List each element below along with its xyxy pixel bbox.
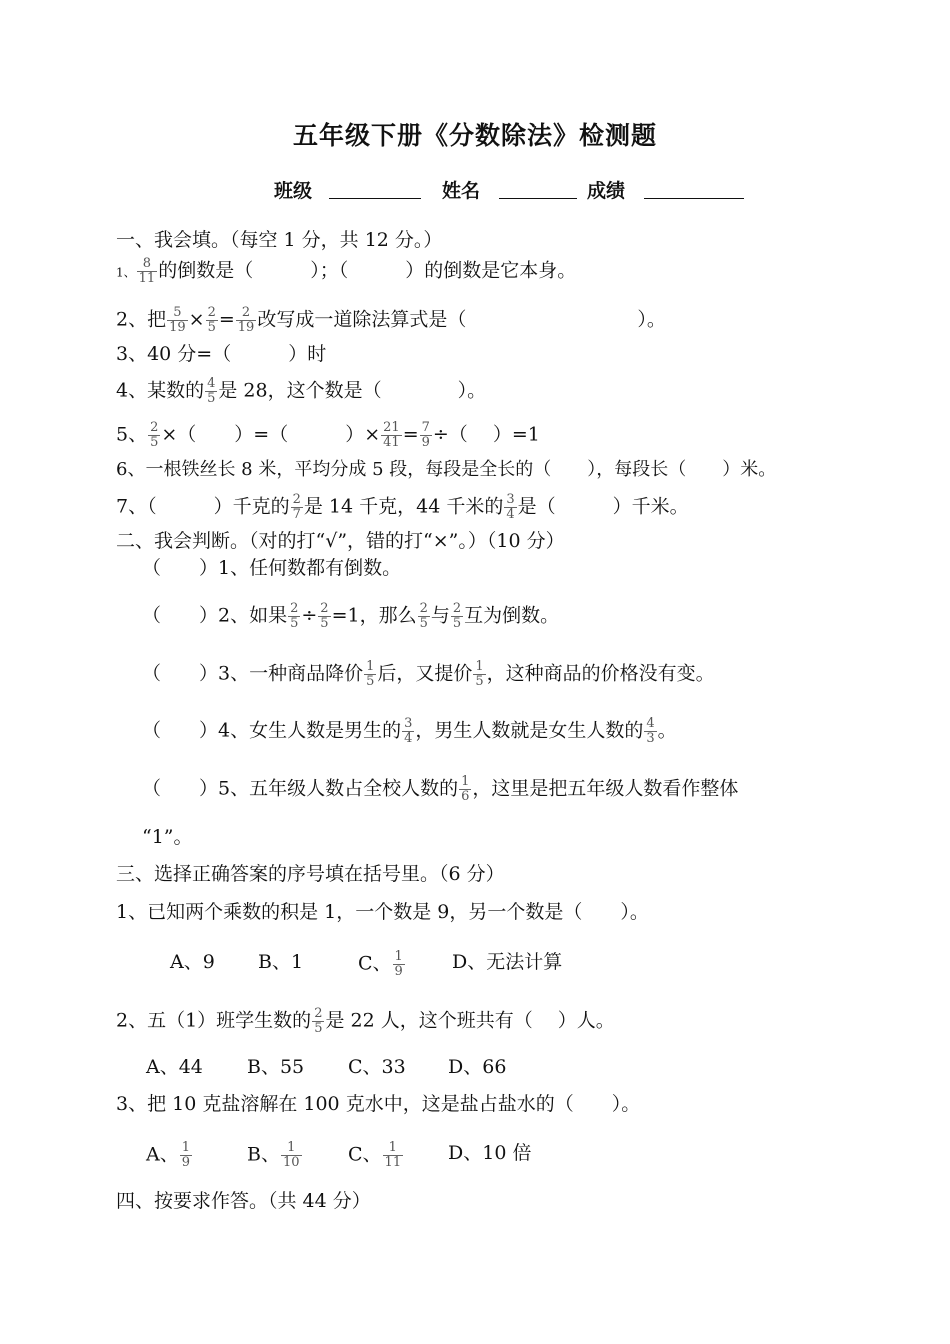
fraction: $\frac{4}{5}$ bbox=[207, 376, 216, 406]
s3-q1-opt-b: B、1 bbox=[258, 951, 304, 973]
fraction: $\frac{1}{9}$ bbox=[181, 1140, 191, 1170]
page-title: 五年级下册《分数除法》检测题 bbox=[292, 121, 657, 150]
s3-q1: 1、已知两个乘数的积是 1，一个数是 9，另一个数是（ ）。 bbox=[116, 901, 649, 923]
class-label: 班级 bbox=[274, 180, 313, 202]
score-blank[interactable] bbox=[644, 180, 744, 199]
fraction: $\frac{2}{5}$ bbox=[290, 601, 299, 631]
s2-q2: （ ）2、如果 $\frac{2}{5}$ ÷ $\frac{2}{5}$ =1，那么 $\frac{2}{5}$ 与 $\frac{2}{5}$ 互为倒数。 bbox=[142, 601, 560, 631]
fraction: $\frac{7}{9}$ bbox=[421, 420, 430, 450]
fraction: $\frac{1}{10}$ bbox=[282, 1140, 300, 1170]
s1-q5: 5、 $\frac{2}{5}$ ×（ ）=（ ）× $\frac{21}{41}$ = $\frac{7}{9}$ ÷（ ）=1 bbox=[116, 420, 540, 450]
fraction: $\frac{4}{3}$ bbox=[646, 716, 655, 746]
section4-heading: 四、按要求作答。（共 44 分） bbox=[116, 1190, 371, 1212]
s3-q2-opt-a: A、44 bbox=[146, 1056, 203, 1078]
fraction: $\frac{1}{9}$ bbox=[394, 949, 403, 979]
fraction: $\frac{1}{6}$ bbox=[461, 774, 470, 804]
fraction: $\frac{2}{5}$ bbox=[320, 601, 329, 631]
s3-q2-opt-c: C、33 bbox=[348, 1056, 406, 1078]
s2-q1: （ ）1、任何数都有倒数。 bbox=[142, 557, 402, 579]
s2-q5: （ ）5、五年级人数占全校人数的 $\frac{1}{6}$ ，这里是把五年级人数看作整体 bbox=[142, 774, 739, 804]
s3-q3-opt-b: B、 $\frac{1}{10}$ bbox=[247, 1140, 300, 1170]
s1-q7: 7、（ ）千克的 $\frac{2}{7}$ 是 14 千克，44 千米的 $\frac{3}{4}$ 是（ ）千米。 bbox=[116, 492, 689, 522]
class-field bbox=[274, 176, 421, 203]
fraction: $\frac{2}{19}$ bbox=[237, 305, 255, 335]
score-field bbox=[587, 176, 744, 203]
s2-q4: （ ）4、女生人数是男生的 $\frac{3}{4}$ ，男生人数就是女生人数的 $\frac{4}{3}$ 。 bbox=[142, 716, 677, 746]
s3-q1-opt-a: A、9 bbox=[170, 951, 215, 973]
s3-q2: 2、五（1）班学生数的 $\frac{2}{5}$ 是 22 人，这个班共有（ ）人。 bbox=[116, 1006, 615, 1036]
s1-q4: 4、某数的 $\frac{4}{5}$ 是 28，这个数是（ ）。 bbox=[116, 376, 487, 406]
s3-q3: 3、把 10 克盐溶解在 100 克水中，这是盐占盐水的（ ）。 bbox=[116, 1093, 641, 1115]
s3-q3-opt-c: C、 $\frac{1}{11}$ bbox=[348, 1140, 402, 1170]
fraction: $\frac{3}{4}$ bbox=[506, 492, 515, 522]
fraction: $\frac{3}{4}$ bbox=[404, 716, 413, 746]
score-label: 成绩 bbox=[587, 180, 626, 202]
fraction: $\frac{2}{7}$ bbox=[292, 492, 301, 522]
s3-q2-opt-d: D、66 bbox=[448, 1056, 507, 1078]
section1-heading: 一、我会填。（每空 1 分，共 12 分。） bbox=[116, 229, 443, 251]
class-blank[interactable] bbox=[329, 180, 421, 199]
fraction: $\frac{21}{41}$ bbox=[383, 420, 400, 450]
s3-q2-opt-b: B、55 bbox=[247, 1056, 305, 1078]
s3-q1-opt-d: D、无法计算 bbox=[452, 951, 563, 973]
name-blank[interactable] bbox=[499, 180, 577, 199]
s3-q1-opt-c: C、 $\frac{1}{9}$ bbox=[358, 949, 403, 979]
fraction: $\frac{1}{5}$ bbox=[475, 659, 484, 689]
s1-q6: 6、一根铁丝长 8 米，平均分成 5 段，每段是全长的（ ），每段长（ ）米。 bbox=[116, 459, 777, 480]
fraction: $\frac{1}{5}$ bbox=[366, 659, 375, 689]
fraction: $\frac{2}{5}$ bbox=[150, 420, 159, 450]
s2-q5-line2: “1”。 bbox=[142, 826, 193, 848]
fraction: $\frac{8}{11}$ bbox=[138, 256, 156, 286]
fraction: $\frac{2}{5}$ bbox=[314, 1006, 323, 1036]
fraction: $\frac{5}{19}$ bbox=[169, 305, 186, 335]
name-field bbox=[442, 176, 577, 203]
s3-q3-opt-d: D、10 倍 bbox=[448, 1142, 532, 1164]
fraction: $\frac{2}{5}$ bbox=[207, 305, 216, 335]
name-label: 姓名 bbox=[442, 180, 481, 202]
s1-q2: 2、把 $\frac{5}{19}$ × $\frac{2}{5}$ = $\frac{2}{19}$ 改写成一道除法算式是（ ）。 bbox=[116, 305, 666, 335]
s3-q3-opt-a: A、 $\frac{1}{9}$ bbox=[146, 1140, 191, 1170]
s1-q3: 3、40 分=（ ）时 bbox=[116, 343, 327, 365]
section2-heading: 二、我会判断。（对的打“√”，错的打“×”。）（10 分） bbox=[116, 530, 565, 552]
fraction: $\frac{2}{5}$ bbox=[452, 601, 462, 631]
s2-q3: （ ）3、一种商品降价 $\frac{1}{5}$ 后，又提价 $\frac{1}{5}$ ，这种商品的价格没有变。 bbox=[142, 659, 715, 689]
fraction: $\frac{1}{11}$ bbox=[384, 1140, 402, 1170]
section3-heading: 三、选择正确答案的序号填在括号里。（6 分） bbox=[116, 863, 505, 885]
s1-q1: 1、 $\frac{8}{11}$ 的倒数是（ ）；（ ）的倒数是它本身。 bbox=[116, 256, 577, 286]
fraction: $\frac{2}{5}$ bbox=[419, 601, 428, 631]
